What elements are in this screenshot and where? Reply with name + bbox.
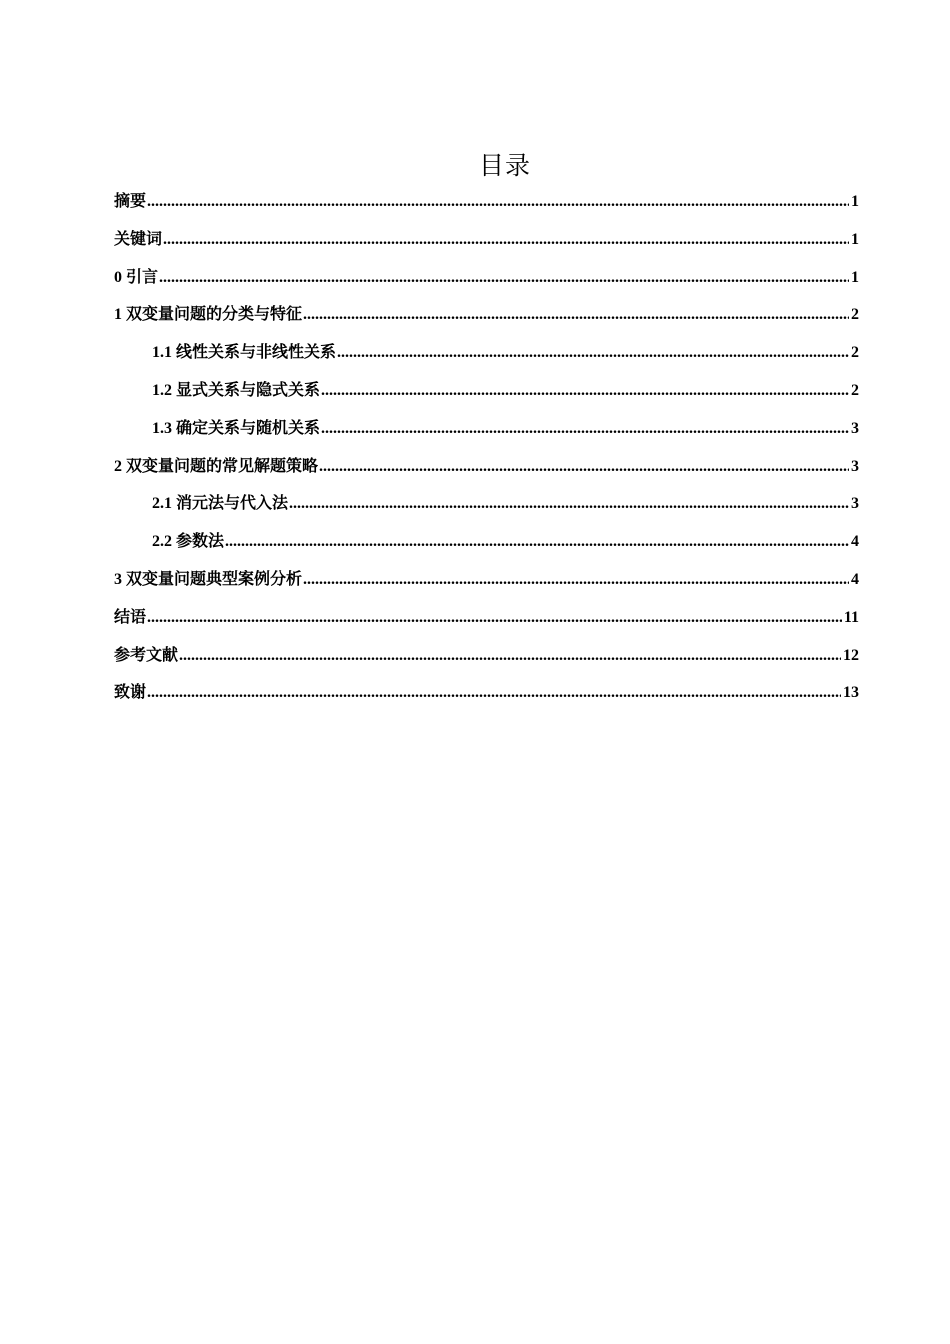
toc-entry-label: 致谢: [114, 684, 147, 702]
toc-dot-leader: [147, 599, 842, 637]
toc-entry-references[interactable]: [114, 637, 859, 675]
toc-entry-label: 2.2 参数法: [152, 533, 225, 551]
toc-dot-leader: [147, 674, 841, 712]
toc-entry-introduction[interactable]: [114, 259, 859, 297]
toc-dot-leader: [147, 183, 849, 221]
toc-entry-section-2[interactable]: [114, 448, 859, 486]
toc-entry-page: 4: [851, 533, 859, 551]
toc-entry-conclusion[interactable]: [114, 599, 859, 637]
toc-entry-page: 3: [851, 457, 859, 475]
toc-entry-section-1[interactable]: [114, 296, 859, 334]
toc-entry-section-3[interactable]: [114, 561, 859, 599]
toc-entry-section-2-1[interactable]: [114, 485, 859, 523]
toc-entry-acknowledgements[interactable]: [114, 674, 859, 712]
toc-dot-leader: [303, 296, 849, 334]
toc-dot-leader: [225, 523, 849, 561]
toc-entry-page: 2: [851, 306, 859, 324]
toc-title: 目录: [478, 151, 531, 180]
toc-dot-leader: [337, 334, 849, 372]
toc-dot-leader: [163, 221, 849, 259]
toc-entry-page: 2: [851, 344, 859, 362]
toc-entry-page: 1: [851, 268, 859, 286]
toc-entry-label: 1.1 线性关系与非线性关系: [152, 344, 337, 362]
toc-dot-leader: [321, 410, 849, 448]
toc-entry-page: 2: [851, 381, 859, 399]
toc-entry-label: 摘要: [114, 193, 147, 210]
toc-entry-page: 11: [843, 608, 859, 626]
toc-entry-section-1-2[interactable]: [114, 372, 859, 410]
toc-entry-page: 3: [851, 419, 859, 437]
toc-entry-page: 1: [851, 230, 859, 248]
toc-entry-label: 2 双变量问题的常见解题策略: [114, 457, 319, 475]
toc-dot-leader: [159, 259, 849, 297]
toc-entry-section-2-2[interactable]: [114, 523, 859, 561]
toc-dot-leader: [289, 485, 849, 523]
toc-entry-label: 结语: [114, 608, 147, 626]
toc-entry-page: 13: [843, 684, 859, 702]
toc-list: [114, 183, 859, 712]
toc-entry-label: 0 引言: [114, 268, 159, 286]
toc-entry-page: 12: [843, 646, 859, 664]
toc-dot-leader: [319, 448, 849, 486]
toc-entry-section-1-3[interactable]: [114, 410, 859, 448]
toc-entry-section-1-1[interactable]: [114, 334, 859, 372]
toc-entry-label: 2.1 消元法与代入法: [152, 495, 289, 513]
toc-entry-keywords[interactable]: [114, 221, 859, 259]
toc-entry-label: 3 双变量问题典型案例分析: [114, 570, 303, 588]
toc-entry-page: 1: [851, 193, 859, 210]
toc-dot-leader: [303, 561, 849, 599]
toc-entry-label: 1.2 显式关系与隐式关系: [152, 381, 321, 399]
toc-entry-label: 关键词: [114, 230, 163, 248]
toc-entry-label: 1 双变量问题的分类与特征: [114, 306, 303, 324]
toc-entry-page: 4: [851, 570, 859, 588]
toc-entry-page: 3: [851, 495, 859, 513]
toc-entry-label: 参考文献: [114, 646, 179, 664]
toc-dot-leader: [179, 637, 841, 675]
toc-entry-abstract[interactable]: [114, 183, 859, 221]
toc-dot-leader: [321, 372, 849, 410]
toc-entry-label: 1.3 确定关系与随机关系: [152, 419, 321, 437]
